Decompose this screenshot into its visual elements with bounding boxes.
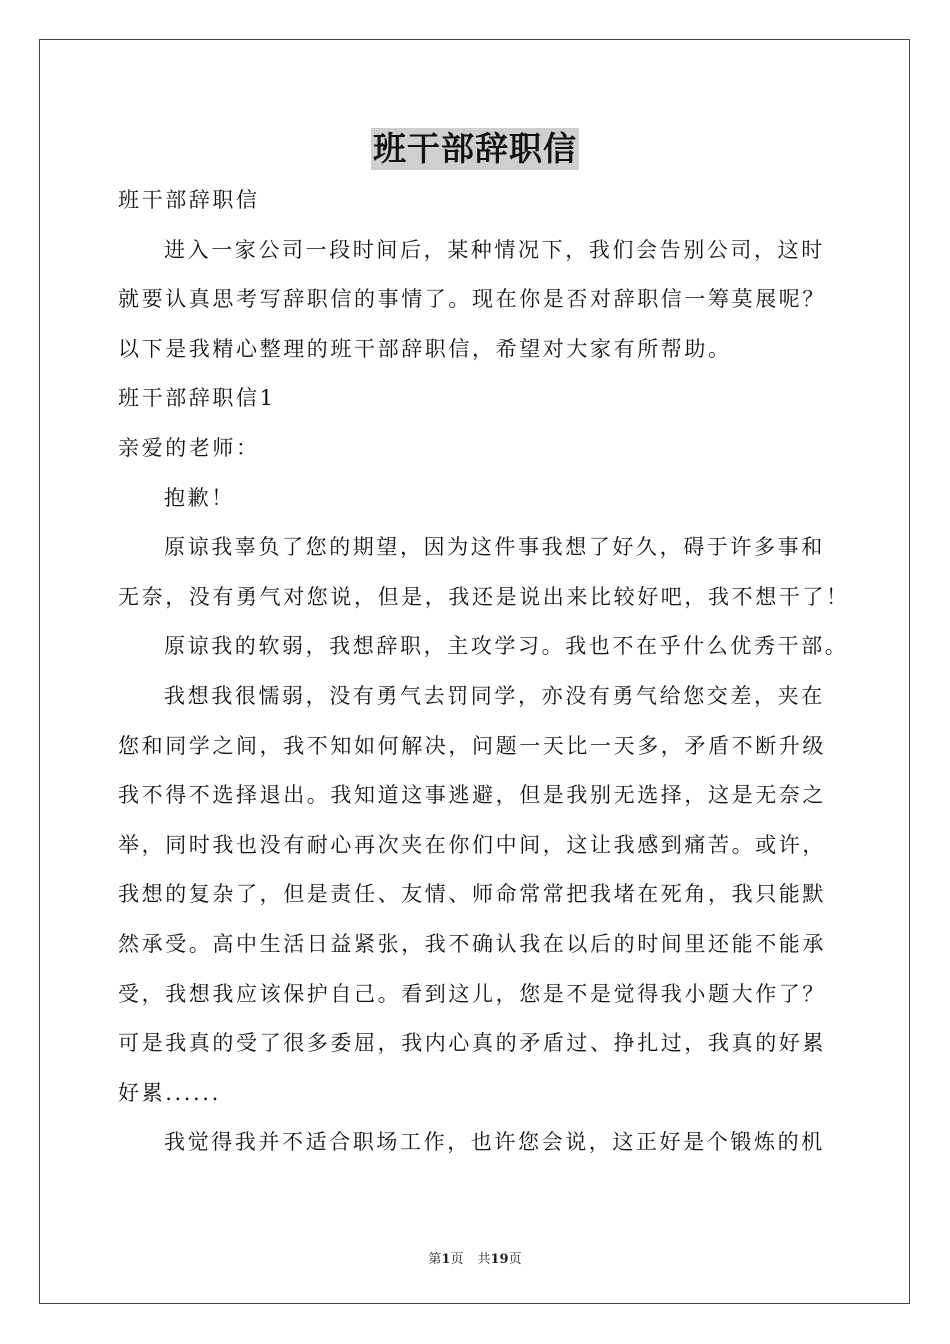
body-line: 我想的复杂了，但是责任、友情、师命常常把我堵在死角，我只能默 <box>118 882 826 907</box>
body-line: 抱歉！ <box>164 485 235 510</box>
body-line: 然承受。高中生活日益紧张，我不确认我在以后的时间里还能不能承 <box>118 931 826 956</box>
body-line: 原谅我辜负了您的期望，因为这件事我想了好久，碍于许多事和 <box>164 535 825 560</box>
title-container <box>0 128 950 170</box>
body-line: 好累...... <box>118 1080 221 1105</box>
page-footer <box>0 1248 950 1267</box>
page-prefix: 第 <box>428 1252 442 1267</box>
body-line: 进入一家公司一段时间后，某种情况下，我们会告别公司，这时 <box>164 237 825 262</box>
total-suffix: 页 <box>508 1252 522 1267</box>
body-line: 受，我想我应该保护自己。看到这儿，您是不是觉得我小题大作了？ <box>118 981 826 1006</box>
body-line: 我觉得我并不适合职场工作，也许您会说，这正好是个锻炼的机 <box>164 1130 825 1155</box>
body-line: 班干部辞职信 <box>118 188 260 212</box>
page-suffix: 页 <box>450 1252 464 1267</box>
body-line: 亲爱的老师： <box>118 435 260 460</box>
body-line: 您和同学之间，我不知如何解决，问题一天比一天多，矛盾不断升级 <box>118 733 826 758</box>
page-number: 1 <box>441 1252 451 1267</box>
body-line: 我想我很懦弱，没有勇气去罚同学，亦没有勇气给您交差，夹在 <box>164 683 825 708</box>
body-line: 以下是我精心整理的班干部辞职信，希望对大家有所帮助。 <box>118 336 732 361</box>
body-line: 可是我真的受了很多委屈，我内心真的矛盾过、挣扎过，我真的好累 <box>118 1031 826 1056</box>
document-body <box>118 176 850 1168</box>
body-line: 班干部辞职信1 <box>118 386 276 411</box>
document-title: 班干部辞职信 <box>373 129 577 168</box>
body-line: 就要认真思考写辞职信的事情了。现在你是否对辞职信一筹莫展呢？ <box>118 287 826 312</box>
body-line: 无奈，没有勇气对您说，但是，我还是说出来比较好吧，我不想干了！ <box>118 584 850 609</box>
total-pages: 19 <box>490 1252 509 1267</box>
total-prefix: 共 <box>477 1252 491 1267</box>
body-line: 举，同时我也没有耐心再次夹在你们中间，这让我感到痛苦。或许， <box>118 832 826 857</box>
body-line: 原谅我的软弱，我想辞职，主攻学习。我也不在乎什么优秀干部。 <box>164 634 849 659</box>
body-line: 我不得不选择退出。我知道这事逃避，但是我别无选择，这是无奈之 <box>118 783 826 808</box>
